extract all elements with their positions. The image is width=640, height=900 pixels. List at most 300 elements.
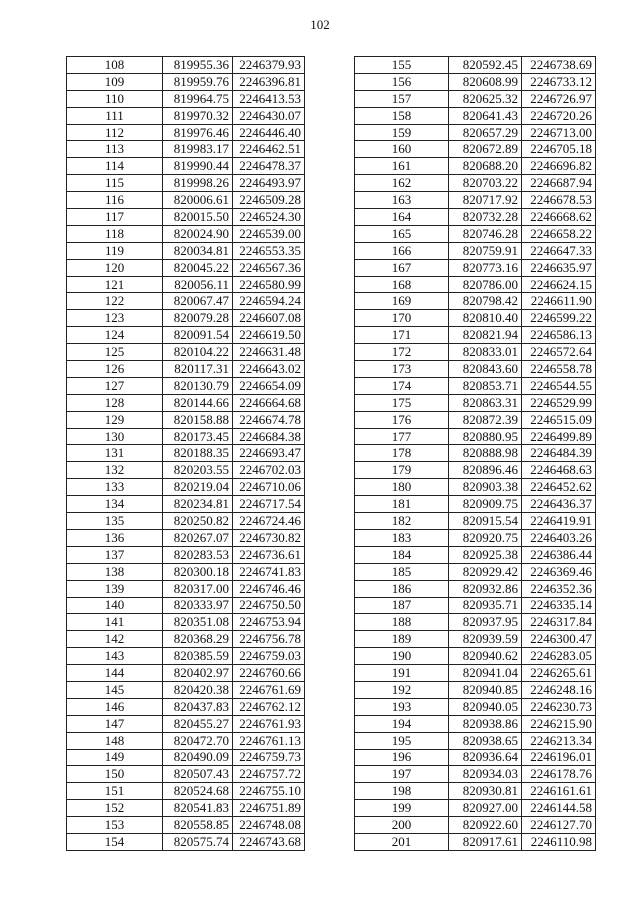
y-coordinate-cell: 2246352.36 [522, 580, 596, 597]
x-coordinate-cell: 820079.28 [163, 310, 233, 327]
point-number-cell: 130 [67, 428, 163, 445]
point-number-cell: 193 [355, 698, 449, 715]
point-number-cell: 183 [355, 529, 449, 546]
table-row [355, 394, 596, 411]
table-row [355, 57, 596, 74]
x-coordinate-cell: 820608.99 [449, 73, 522, 90]
x-coordinate-cell: 820917.61 [449, 833, 522, 850]
x-coordinate-cell: 820067.47 [163, 293, 233, 310]
x-coordinate-cell: 820104.22 [163, 344, 233, 361]
x-coordinate-cell: 820732.28 [449, 209, 522, 226]
point-number-cell: 171 [355, 327, 449, 344]
table-row [355, 698, 596, 715]
y-coordinate-cell: 2246499.89 [522, 428, 596, 445]
point-number-cell: 154 [67, 833, 163, 850]
table-row [355, 90, 596, 107]
y-coordinate-cell: 2246300.47 [522, 631, 596, 648]
x-coordinate-cell: 820833.01 [449, 344, 522, 361]
y-coordinate-cell: 2246580.99 [233, 276, 305, 293]
table-row [67, 833, 305, 850]
x-coordinate-cell: 820925.38 [449, 546, 522, 563]
table-row [67, 141, 305, 158]
x-coordinate-cell: 820935.71 [449, 597, 522, 614]
y-coordinate-cell: 2246484.39 [522, 445, 596, 462]
point-number-cell: 123 [67, 310, 163, 327]
table-row [67, 732, 305, 749]
table-row [355, 681, 596, 698]
y-coordinate-cell: 2246664.68 [233, 394, 305, 411]
point-number-cell: 126 [67, 361, 163, 378]
point-number-cell: 162 [355, 175, 449, 192]
y-coordinate-cell: 2246753.94 [233, 614, 305, 631]
x-coordinate-cell: 820455.27 [163, 715, 233, 732]
x-coordinate-cell: 820267.07 [163, 529, 233, 546]
y-coordinate-cell: 2246599.22 [522, 310, 596, 327]
x-coordinate-cell: 820786.00 [449, 276, 522, 293]
point-number-cell: 137 [67, 546, 163, 563]
point-number-cell: 181 [355, 496, 449, 513]
table-row [67, 766, 305, 783]
x-coordinate-cell: 819955.36 [163, 57, 233, 74]
table-row [355, 344, 596, 361]
point-number-cell: 124 [67, 327, 163, 344]
point-number-cell: 114 [67, 158, 163, 175]
y-coordinate-cell: 2246730.82 [233, 529, 305, 546]
table-row [355, 107, 596, 124]
point-number-cell: 201 [355, 833, 449, 850]
y-coordinate-cell: 2246396.81 [233, 73, 305, 90]
point-number-cell: 168 [355, 276, 449, 293]
table-row [67, 648, 305, 665]
y-coordinate-cell: 2246720.26 [522, 107, 596, 124]
table-row [67, 681, 305, 698]
table-row [67, 107, 305, 124]
point-number-cell: 164 [355, 209, 449, 226]
table-row [355, 749, 596, 766]
y-coordinate-cell: 2246161.61 [522, 783, 596, 800]
table-row [355, 445, 596, 462]
y-coordinate-cell: 2246478.37 [233, 158, 305, 175]
point-number-cell: 175 [355, 394, 449, 411]
y-coordinate-cell: 2246647.33 [522, 242, 596, 259]
table-row [355, 817, 596, 834]
point-number-cell: 190 [355, 648, 449, 665]
table-row [67, 327, 305, 344]
point-number-cell: 112 [67, 124, 163, 141]
point-number-cell: 155 [355, 57, 449, 74]
x-coordinate-cell: 820250.82 [163, 513, 233, 530]
y-coordinate-cell: 2246759.03 [233, 648, 305, 665]
point-number-cell: 170 [355, 310, 449, 327]
y-coordinate-cell: 2246687.94 [522, 175, 596, 192]
y-coordinate-cell: 2246757.72 [233, 766, 305, 783]
y-coordinate-cell: 2246713.00 [522, 124, 596, 141]
x-coordinate-cell: 820592.45 [449, 57, 522, 74]
point-number-cell: 115 [67, 175, 163, 192]
y-coordinate-cell: 2246696.82 [522, 158, 596, 175]
point-number-cell: 127 [67, 377, 163, 394]
x-coordinate-cell: 820234.81 [163, 496, 233, 513]
table-row [355, 563, 596, 580]
x-coordinate-cell: 820717.92 [449, 192, 522, 209]
y-coordinate-cell: 2246684.38 [233, 428, 305, 445]
x-coordinate-cell: 820575.74 [163, 833, 233, 850]
table-row [355, 377, 596, 394]
x-coordinate-cell: 820798.42 [449, 293, 522, 310]
y-coordinate-cell: 2246674.78 [233, 411, 305, 428]
point-number-cell: 136 [67, 529, 163, 546]
point-number-cell: 133 [67, 479, 163, 496]
y-coordinate-cell: 2246736.61 [233, 546, 305, 563]
table-row [67, 529, 305, 546]
x-coordinate-cell: 820524.68 [163, 783, 233, 800]
table-row [67, 580, 305, 597]
point-number-cell: 145 [67, 681, 163, 698]
x-coordinate-cell: 820420.38 [163, 681, 233, 698]
table-row [67, 428, 305, 445]
y-coordinate-cell: 2246436.37 [522, 496, 596, 513]
y-coordinate-cell: 2246654.09 [233, 377, 305, 394]
point-number-cell: 108 [67, 57, 163, 74]
table-row [355, 529, 596, 546]
table-row [355, 192, 596, 209]
x-coordinate-cell: 819983.17 [163, 141, 233, 158]
y-coordinate-cell: 2246611.90 [522, 293, 596, 310]
x-coordinate-cell: 820045.22 [163, 259, 233, 276]
y-coordinate-cell: 2246761.13 [233, 732, 305, 749]
y-coordinate-cell: 2246446.40 [233, 124, 305, 141]
x-coordinate-cell: 820940.85 [449, 681, 522, 698]
point-number-cell: 135 [67, 513, 163, 530]
x-coordinate-cell: 820472.70 [163, 732, 233, 749]
table-row [355, 648, 596, 665]
table-row [67, 496, 305, 513]
table-row [355, 259, 596, 276]
y-coordinate-cell: 2246248.16 [522, 681, 596, 698]
table-row [67, 242, 305, 259]
point-number-cell: 184 [355, 546, 449, 563]
table-row [355, 783, 596, 800]
point-number-cell: 188 [355, 614, 449, 631]
x-coordinate-cell: 820558.85 [163, 817, 233, 834]
table-row [355, 833, 596, 850]
point-number-cell: 121 [67, 276, 163, 293]
point-number-cell: 160 [355, 141, 449, 158]
table-row [67, 276, 305, 293]
point-number-cell: 161 [355, 158, 449, 175]
x-coordinate-cell: 820688.20 [449, 158, 522, 175]
table-row [67, 817, 305, 834]
x-coordinate-cell: 820130.79 [163, 377, 233, 394]
table-row [67, 73, 305, 90]
point-number-cell: 142 [67, 631, 163, 648]
y-coordinate-cell: 2246594.24 [233, 293, 305, 310]
x-coordinate-cell: 820024.90 [163, 225, 233, 242]
x-coordinate-cell: 820934.03 [449, 766, 522, 783]
table-row [355, 411, 596, 428]
y-coordinate-cell: 2246759.73 [233, 749, 305, 766]
y-coordinate-cell: 2246265.61 [522, 665, 596, 682]
x-coordinate-cell: 820490.09 [163, 749, 233, 766]
table-row [355, 580, 596, 597]
table-row [67, 783, 305, 800]
x-coordinate-cell: 820888.98 [449, 445, 522, 462]
point-number-cell: 141 [67, 614, 163, 631]
y-coordinate-cell: 2246761.69 [233, 681, 305, 698]
x-coordinate-cell: 820930.81 [449, 783, 522, 800]
x-coordinate-cell: 820219.04 [163, 479, 233, 496]
x-coordinate-cell: 820927.00 [449, 800, 522, 817]
x-coordinate-cell: 820015.50 [163, 209, 233, 226]
point-number-cell: 159 [355, 124, 449, 141]
x-coordinate-cell: 820117.31 [163, 361, 233, 378]
y-coordinate-cell: 2246379.93 [233, 57, 305, 74]
table-row [67, 175, 305, 192]
x-coordinate-cell: 820920.75 [449, 529, 522, 546]
table-row [355, 242, 596, 259]
point-number-cell: 167 [355, 259, 449, 276]
y-coordinate-cell: 2246702.03 [233, 462, 305, 479]
table-row [67, 698, 305, 715]
y-coordinate-cell: 2246762.12 [233, 698, 305, 715]
table-row [67, 124, 305, 141]
y-coordinate-cell: 2246607.08 [233, 310, 305, 327]
x-coordinate-cell: 819976.46 [163, 124, 233, 141]
table-row [355, 479, 596, 496]
y-coordinate-cell: 2246567.36 [233, 259, 305, 276]
table-row [67, 665, 305, 682]
point-number-cell: 186 [355, 580, 449, 597]
x-coordinate-cell: 820158.88 [163, 411, 233, 428]
table-row [67, 479, 305, 496]
x-coordinate-cell: 820915.54 [449, 513, 522, 530]
table-row [355, 209, 596, 226]
table-row [355, 546, 596, 563]
point-number-cell: 174 [355, 377, 449, 394]
x-coordinate-cell: 820541.83 [163, 800, 233, 817]
point-number-cell: 195 [355, 732, 449, 749]
x-coordinate-cell: 820091.54 [163, 327, 233, 344]
y-coordinate-cell: 2246756.78 [233, 631, 305, 648]
table-row [67, 563, 305, 580]
y-coordinate-cell: 2246724.46 [233, 513, 305, 530]
table-row [67, 344, 305, 361]
point-number-cell: 199 [355, 800, 449, 817]
point-number-cell: 179 [355, 462, 449, 479]
y-coordinate-cell: 2246529.99 [522, 394, 596, 411]
y-coordinate-cell: 2246127.70 [522, 817, 596, 834]
y-coordinate-cell: 2246586.13 [522, 327, 596, 344]
table-row [67, 394, 305, 411]
point-number-cell: 176 [355, 411, 449, 428]
point-number-cell: 196 [355, 749, 449, 766]
y-coordinate-cell: 2246751.89 [233, 800, 305, 817]
y-coordinate-cell: 2246524.30 [233, 209, 305, 226]
x-coordinate-cell: 820759.91 [449, 242, 522, 259]
table-row [67, 411, 305, 428]
y-coordinate-cell: 2246748.08 [233, 817, 305, 834]
y-coordinate-cell: 2246558.78 [522, 361, 596, 378]
point-number-cell: 148 [67, 732, 163, 749]
point-number-cell: 111 [67, 107, 163, 124]
table-row [67, 800, 305, 817]
y-coordinate-cell: 2246335.14 [522, 597, 596, 614]
point-number-cell: 139 [67, 580, 163, 597]
y-coordinate-cell: 2246631.48 [233, 344, 305, 361]
x-coordinate-cell: 820746.28 [449, 225, 522, 242]
table-row [67, 377, 305, 394]
y-coordinate-cell: 2246215.90 [522, 715, 596, 732]
table-row [355, 513, 596, 530]
point-number-cell: 122 [67, 293, 163, 310]
y-coordinate-cell: 2246741.83 [233, 563, 305, 580]
coordinates-table-left [66, 56, 305, 851]
x-coordinate-cell: 820810.40 [449, 310, 522, 327]
y-coordinate-cell: 2246760.66 [233, 665, 305, 682]
x-coordinate-cell: 820938.65 [449, 732, 522, 749]
x-coordinate-cell: 820300.18 [163, 563, 233, 580]
y-coordinate-cell: 2246509.28 [233, 192, 305, 209]
x-coordinate-cell: 820672.89 [449, 141, 522, 158]
y-coordinate-cell: 2246553.35 [233, 242, 305, 259]
point-number-cell: 173 [355, 361, 449, 378]
table-row [355, 614, 596, 631]
point-number-cell: 189 [355, 631, 449, 648]
y-coordinate-cell: 2246624.15 [522, 276, 596, 293]
table-row [355, 327, 596, 344]
y-coordinate-cell: 2246738.69 [522, 57, 596, 74]
table-row [67, 614, 305, 631]
x-coordinate-cell: 820283.53 [163, 546, 233, 563]
y-coordinate-cell: 2246710.06 [233, 479, 305, 496]
y-coordinate-cell: 2246635.97 [522, 259, 596, 276]
y-coordinate-cell: 2246743.68 [233, 833, 305, 850]
point-number-cell: 185 [355, 563, 449, 580]
table-row [355, 124, 596, 141]
x-coordinate-cell: 820940.05 [449, 698, 522, 715]
x-coordinate-cell: 820940.62 [449, 648, 522, 665]
x-coordinate-cell: 820173.45 [163, 428, 233, 445]
y-coordinate-cell: 2246493.97 [233, 175, 305, 192]
y-coordinate-cell: 2246619.50 [233, 327, 305, 344]
y-coordinate-cell: 2246539.00 [233, 225, 305, 242]
y-coordinate-cell: 2246110.98 [522, 833, 596, 850]
x-coordinate-cell: 820939.59 [449, 631, 522, 648]
y-coordinate-cell: 2246144.58 [522, 800, 596, 817]
table-row [67, 293, 305, 310]
point-number-cell: 110 [67, 90, 163, 107]
point-number-cell: 113 [67, 141, 163, 158]
point-number-cell: 129 [67, 411, 163, 428]
point-number-cell: 118 [67, 225, 163, 242]
x-coordinate-cell: 820903.38 [449, 479, 522, 496]
x-coordinate-cell: 820437.83 [163, 698, 233, 715]
x-coordinate-cell: 820333.97 [163, 597, 233, 614]
point-number-cell: 140 [67, 597, 163, 614]
point-number-cell: 166 [355, 242, 449, 259]
x-coordinate-cell: 820936.64 [449, 749, 522, 766]
x-coordinate-cell: 820773.16 [449, 259, 522, 276]
point-number-cell: 194 [355, 715, 449, 732]
point-number-cell: 158 [355, 107, 449, 124]
x-coordinate-cell: 820317.00 [163, 580, 233, 597]
y-coordinate-cell: 2246544.55 [522, 377, 596, 394]
x-coordinate-cell: 820896.46 [449, 462, 522, 479]
x-coordinate-cell: 820144.66 [163, 394, 233, 411]
x-coordinate-cell: 820203.55 [163, 462, 233, 479]
point-number-cell: 131 [67, 445, 163, 462]
x-coordinate-cell: 819990.44 [163, 158, 233, 175]
table-row [355, 715, 596, 732]
y-coordinate-cell: 2246726.97 [522, 90, 596, 107]
table-row [355, 141, 596, 158]
point-number-cell: 132 [67, 462, 163, 479]
table-row [355, 428, 596, 445]
table-row [67, 715, 305, 732]
y-coordinate-cell: 2246717.54 [233, 496, 305, 513]
table-row [355, 361, 596, 378]
point-number-cell: 180 [355, 479, 449, 496]
table-row [67, 90, 305, 107]
x-coordinate-cell: 820641.43 [449, 107, 522, 124]
x-coordinate-cell: 820351.08 [163, 614, 233, 631]
table-row [67, 445, 305, 462]
x-coordinate-cell: 820843.60 [449, 361, 522, 378]
table-row [355, 496, 596, 513]
table-row [355, 276, 596, 293]
point-number-cell: 152 [67, 800, 163, 817]
x-coordinate-cell: 820938.86 [449, 715, 522, 732]
x-coordinate-cell: 820657.29 [449, 124, 522, 141]
x-coordinate-cell: 819970.32 [163, 107, 233, 124]
y-coordinate-cell: 2246658.22 [522, 225, 596, 242]
point-number-cell: 156 [355, 73, 449, 90]
x-coordinate-cell: 820932.86 [449, 580, 522, 597]
x-coordinate-cell: 820056.11 [163, 276, 233, 293]
y-coordinate-cell: 2246430.07 [233, 107, 305, 124]
point-number-cell: 192 [355, 681, 449, 698]
x-coordinate-cell: 820909.75 [449, 496, 522, 513]
x-coordinate-cell: 820937.95 [449, 614, 522, 631]
y-coordinate-cell: 2246178.76 [522, 766, 596, 783]
table-row [67, 546, 305, 563]
x-coordinate-cell: 820929.42 [449, 563, 522, 580]
y-coordinate-cell: 2246746.46 [233, 580, 305, 597]
table-row [355, 766, 596, 783]
table-row [355, 310, 596, 327]
table-row [355, 175, 596, 192]
x-coordinate-cell: 820703.22 [449, 175, 522, 192]
x-coordinate-cell: 820034.81 [163, 242, 233, 259]
point-number-cell: 138 [67, 563, 163, 580]
table-row [355, 73, 596, 90]
point-number-cell: 144 [67, 665, 163, 682]
table-row [67, 259, 305, 276]
point-number-cell: 178 [355, 445, 449, 462]
point-number-cell: 117 [67, 209, 163, 226]
table-row [355, 462, 596, 479]
y-coordinate-cell: 2246705.18 [522, 141, 596, 158]
y-coordinate-cell: 2246693.47 [233, 445, 305, 462]
table-row [67, 158, 305, 175]
y-coordinate-cell: 2246755.10 [233, 783, 305, 800]
y-coordinate-cell: 2246750.50 [233, 597, 305, 614]
x-coordinate-cell: 820006.61 [163, 192, 233, 209]
point-number-cell: 119 [67, 242, 163, 259]
x-coordinate-cell: 820880.95 [449, 428, 522, 445]
x-coordinate-cell: 819959.76 [163, 73, 233, 90]
point-number-cell: 153 [67, 817, 163, 834]
